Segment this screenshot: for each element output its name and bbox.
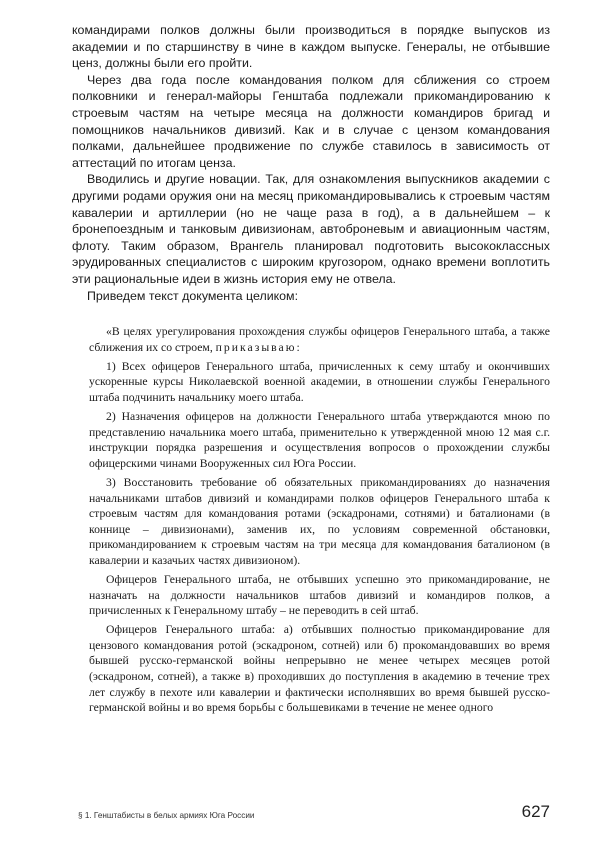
body-paragraph-4: Приведем текст документа целиком:	[87, 288, 299, 303]
page-body	[72, 22, 550, 719]
body-paragraph-2: Через два года после командования полком для сближения со строем полковники и генерал-майоры Генштаба подлежали прикомандированию к строевым частям на четыре месяца на должности командиров бригад и помощников начальников дивизий. Как и в случае с цензом командования полками, дальнейшее продвижение по службе ставилось в зависимость от аттестаций по итогам ценза.	[72, 72, 550, 170]
quote-paragraph-4: Офицеров Генерального штаба, не отбывших успешно это прикомандирование, не назначать на должности начальников штабов дивизий и командиров полков, а причисленных к Генеральному штабу – не переводить в сей штаб.	[89, 573, 550, 618]
quote-paragraph-2: 2) Назначения офицеров на должности Генерального штаба утверждаются мною по представлению начальника моего штаба, применительно к утвержденной мною 12 мая с.г. инструкции порядка разрешения и осуществления вопросов о прохождении службы офицерскими чинами Вооруженных сил Юга России.	[89, 410, 550, 470]
quote-paragraph-1: 1) Всех офицеров Генерального штаба, причисленных к сему штабу и окончивших ускоренные курсы Николаевской военной академии, в отношении службы Генерального штаба подчинить начальнику моего штаба.	[89, 359, 550, 404]
quote-order-colon: :	[296, 340, 300, 354]
body-paragraph-3: Вводились и другие новации. Так, для ознакомления выпускников академии с другими родами оружия они на месяц прикомандировывались к строевым частям кавалерии и артиллерии (но не чаще раза в год), а в дальнейшем – к бронепоездным и танковым дивизионам, автоброневым и авиационным частям, флоту. Таким образом, Врангель планировал подготовить высококлассных эрудированных специалистов с широким кругозором, однако времени воплотить эти рациональные идеи в жизнь история ему не отвела.	[72, 172, 550, 286]
running-head: § 1. Генштабисты в белых армиях Юга России	[78, 811, 255, 820]
page-number: 627	[521, 802, 550, 821]
page-footer	[78, 803, 550, 820]
quote-opening-text: «В целях урегулирования прохождения службы офицеров Генерального штаба, а также сближения их со строем,	[89, 325, 550, 354]
body-paragraph-1: командирами полков должны были производиться в порядке выпусков из академии и по старшинству в чине в каждом выпуске. Генералы, не отбывшие ценз, должны были его пройти.	[72, 23, 550, 71]
quote-paragraph-3: 3) Восстановить требование об обязательных прикомандированиях до назначения начальниками штабов дивизий и командирами полков офицеров Генерального штаба к строевым частям для командования ротами (эскадронами, сотнями) и баталионами (в коннице – дивизионами), заменив их, по условиям современной обстановки, прикомандированием к строевым частям на три месяца для командования баталионом (в кавалерии и казачьих частях дивизионом).	[89, 475, 550, 567]
document-quote	[72, 324, 550, 716]
quote-order-word: приказываю	[215, 340, 297, 354]
quote-paragraph-5: Офицеров Генерального штаба: а) отбывших полностью прикомандирование для цензового командования ротой (эскадроном, сотней) или б) прокомандовавших во время бывшей русско-германской войны непрерывно не менее четырех месяцев ротой (эскадроном, сотней), а также в) проходивших до поступления в академию в течение трех лет службу в пехоте или кавалерии и фактически исполнявших во время бывшей русско-германской войны и во время борьбы с большевиками в течение не менее одного	[89, 623, 550, 715]
quote-opening-paragraph	[89, 324, 550, 355]
